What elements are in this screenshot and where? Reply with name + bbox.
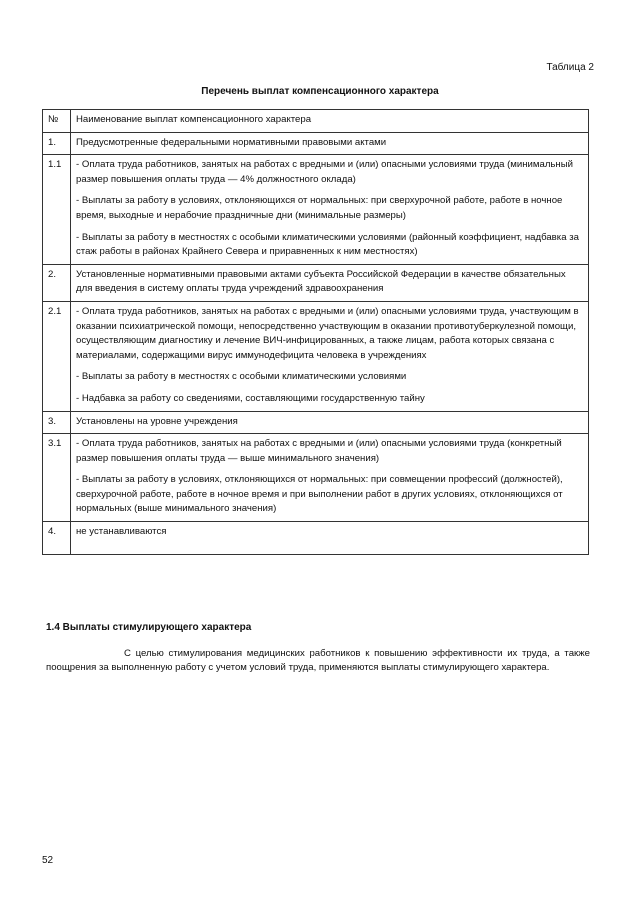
row-item: Установлены на уровне учреждения — [76, 415, 238, 427]
row-number: 4. — [43, 522, 71, 555]
table-title: Перечень выплат компенсационного характера — [201, 86, 439, 97]
row-item: - Выплаты за работу в местностях с особыми климатическими условиями (районный коэффициент, надбавка за стаж работы в районах Крайнего Севера и приравненных к ним местностях) — [76, 231, 579, 258]
section-paragraph: С целью стимулирования медицинских работников к повышению эффективности их труда, а также поощрения за выполненную работу с учетом условий труда, применяются выплаты стимулирующего характера. — [46, 648, 590, 673]
row-number: 2. — [43, 264, 71, 301]
row-item: Установленные нормативными правовыми актами субъекта Российской Федерации в качестве обязательных для введения в систему оплаты труда учреждений здравоохранения — [76, 268, 566, 295]
row-item: - Выплаты за работу в местностях с особыми климатическими условиями — [76, 371, 407, 383]
table-row — [43, 155, 589, 265]
header-name: Наименование выплат компенсационного характера — [71, 110, 589, 133]
table-row — [43, 434, 589, 522]
row-item: - Оплата труда работников, занятых на работах с вредными и (или) опасными условиями труда (конкретный размер повышения оплаты труда — выше минимального значения) — [76, 438, 562, 464]
row-item: - Выплаты за работу в условиях, отклоняющихся от нормальных: при сверхурочной работе, работе в ночное время, выходные и нерабочие праздничные дни (минимальные размеры) — [76, 195, 563, 221]
row-item: - Оплата труда работников, занятых на работах с вредными и (или) опасными условиями труда (минимальный размер повышения оплаты труда — 4% должностного оклада) — [76, 159, 573, 185]
row-content — [71, 301, 589, 411]
row-item: Предусмотренные федеральными нормативными правовыми актами — [76, 136, 387, 148]
table-row — [43, 264, 589, 301]
row-content — [71, 155, 589, 265]
row-item: - Надбавка за работу со сведениями, составляющими государственную тайну — [76, 392, 425, 404]
table-label: Таблица 2 — [546, 62, 594, 73]
row-content — [71, 264, 589, 301]
row-content — [71, 411, 589, 434]
row-number: 3.1 — [43, 434, 71, 522]
row-content — [71, 132, 589, 155]
row-item: не устанавливаются — [76, 526, 167, 538]
row-item: - Оплата труда работников, занятых на работах с вредными и (или) опасными условиями труда, участвующим в оказании психиатрической помощи, непосредственно участвующим в оказании противотуберкулезной помощи, осуществляющим диагностику и лечение ВИЧ-инфицированных, а также лицам, работа которых связана с материалами, содержащими вирус иммунодефицита человека в учреждениях — [76, 305, 579, 361]
row-content — [71, 434, 589, 522]
table-row — [43, 132, 589, 155]
row-content — [71, 522, 589, 555]
table-row — [43, 301, 589, 411]
section-title: 1.4 Выплаты стимулирующего характера — [46, 622, 252, 633]
table-row — [43, 411, 589, 434]
row-number: 3. — [43, 411, 71, 434]
row-number: 1. — [43, 132, 71, 155]
row-number: 2.1 — [43, 301, 71, 411]
table-row — [43, 522, 589, 555]
compensation-table — [42, 109, 589, 555]
header-number: № — [43, 110, 71, 133]
row-number: 1.1 — [43, 155, 71, 265]
row-item: - Выплаты за работу в условиях, отклоняющихся от нормальных: при совмещении профессий (должностей), сверхурочной работе, работе в ночное время и при выполнении работ в других условиях, отклоняющихся от нормальных (выше минимального значения) — [76, 474, 563, 515]
table-header-row — [43, 110, 589, 133]
page-number: 52 — [42, 855, 54, 866]
